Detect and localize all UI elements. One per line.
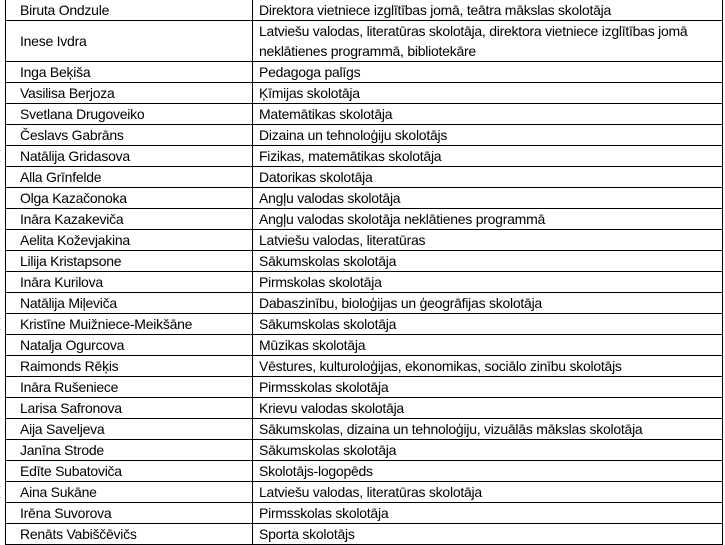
staff-role-cell: Sporta skolotājs (253, 524, 723, 545)
table-row (6, 146, 723, 167)
staff-role-cell: Krievu valodas skolotāja (253, 398, 723, 419)
table-row (6, 125, 723, 146)
table-row (6, 482, 723, 503)
staff-name-cell: Ināra Kazakeviča (6, 209, 253, 230)
staff-role-cell: Pedagoga palīgs (253, 62, 723, 83)
staff-role-cell: Sākumskolas skolotāja (253, 251, 723, 272)
staff-role-cell: Ķīmijas skolotāja (253, 83, 723, 104)
table-row (6, 62, 723, 83)
staff-name-cell: Olga Kazačonoka (6, 188, 253, 209)
staff-name-cell: Vasilisa Berjoza (6, 83, 253, 104)
staff-role-cell: Sākumskolas skolotāja (253, 440, 723, 461)
staff-name-cell: Ināra Rušeniece (6, 377, 253, 398)
table-row (6, 293, 723, 314)
staff-role-cell: Pirmskolas skolotāja (253, 272, 723, 293)
staff-role-cell: Latviešu valodas, literatūras skolotāja, direktora vietniece izglītības jomā neklātienes programmā, bibliotekāre (253, 21, 723, 62)
staff-role-cell: Fizikas, matemātikas skolotāja (253, 146, 723, 167)
staff-role-cell: Dabaszinību, bioloģijas un ģeogrāfijas skolotāja (253, 293, 723, 314)
staff-role-cell: Mūzikas skolotāja (253, 335, 723, 356)
table-row (6, 461, 723, 482)
staff-name-cell: Irēna Suvorova (6, 503, 253, 524)
table-row (6, 104, 723, 125)
table-row (6, 440, 723, 461)
staff-name-cell: Natālija Gridasova (6, 146, 253, 167)
staff-name-cell: Renāts Vabiščēvičs (6, 524, 253, 545)
staff-table-body (6, 0, 723, 545)
staff-role-cell: Direktora vietniece izglītības jomā, teātra mākslas skolotāja (253, 0, 723, 21)
staff-role-cell: Matemātikas skolotāja (253, 104, 723, 125)
table-row (6, 251, 723, 272)
staff-name-cell: Inese Ivdra (6, 21, 253, 62)
staff-role-cell: Angļu valodas skolotāja (253, 188, 723, 209)
staff-role-cell: Pirmsskolas skolotāja (253, 503, 723, 524)
staff-role-cell: Latviešu valodas, literatūras (253, 230, 723, 251)
staff-role-cell: Skolotājs-logopēds (253, 461, 723, 482)
table-row (6, 335, 723, 356)
staff-role-cell: Angļu valodas skolotāja neklātienes programmā (253, 209, 723, 230)
table-row (6, 524, 723, 545)
staff-name-cell: Kristīne Muižniece-Meikšāne (6, 314, 253, 335)
staff-name-cell: Janīna Strode (6, 440, 253, 461)
table-row (6, 167, 723, 188)
staff-name-cell: Alla Grīnfelde (6, 167, 253, 188)
table-row (6, 398, 723, 419)
table-row (6, 188, 723, 209)
table-row (6, 314, 723, 335)
staff-name-cell: Lilija Kristapsone (6, 251, 253, 272)
staff-name-cell: Larisa Safronova (6, 398, 253, 419)
staff-name-cell: Aina Sukāne (6, 482, 253, 503)
staff-name-cell: Aija Saveljeva (6, 419, 253, 440)
staff-name-cell: Raimonds Rēķis (6, 356, 253, 377)
table-row (6, 230, 723, 251)
staff-name-cell: Aelita Koževjakina (6, 230, 253, 251)
staff-name-cell: Česlavs Gabrāns (6, 125, 253, 146)
staff-role-cell: Latviešu valodas, literatūras skolotāja (253, 482, 723, 503)
staff-name-cell: Ināra Kurilova (6, 272, 253, 293)
table-row (6, 209, 723, 230)
staff-name-cell: Edīte Subatoviča (6, 461, 253, 482)
table-row (6, 356, 723, 377)
table-row (6, 503, 723, 524)
staff-name-cell: Inga Beķiša (6, 62, 253, 83)
table-row (6, 272, 723, 293)
staff-name-cell: Natālija Miļeviča (6, 293, 253, 314)
table-row (6, 0, 723, 21)
staff-role-cell: Dizaina un tehnoloģiju skolotājs (253, 125, 723, 146)
staff-role-cell: Sākumskolas, dizaina un tehnoloģiju, vizuālās mākslas skolotāja (253, 419, 723, 440)
table-row (6, 21, 723, 62)
staff-name-cell: Biruta Ondzule (6, 0, 253, 21)
staff-name-cell: Svetlana Drugoveiko (6, 104, 253, 125)
staff-name-cell: Natalja Ogurcova (6, 335, 253, 356)
staff-role-cell: Vēstures, kulturoloģijas, ekonomikas, sociālo zinību skolotājs (253, 356, 723, 377)
table-row (6, 83, 723, 104)
staff-role-cell: Datorikas skolotāja (253, 167, 723, 188)
table-row (6, 377, 723, 398)
staff-table (5, 0, 723, 545)
staff-role-cell: Sākumskolas skolotāja (253, 314, 723, 335)
staff-role-cell: Pirmsskolas skolotāja (253, 377, 723, 398)
table-row (6, 419, 723, 440)
